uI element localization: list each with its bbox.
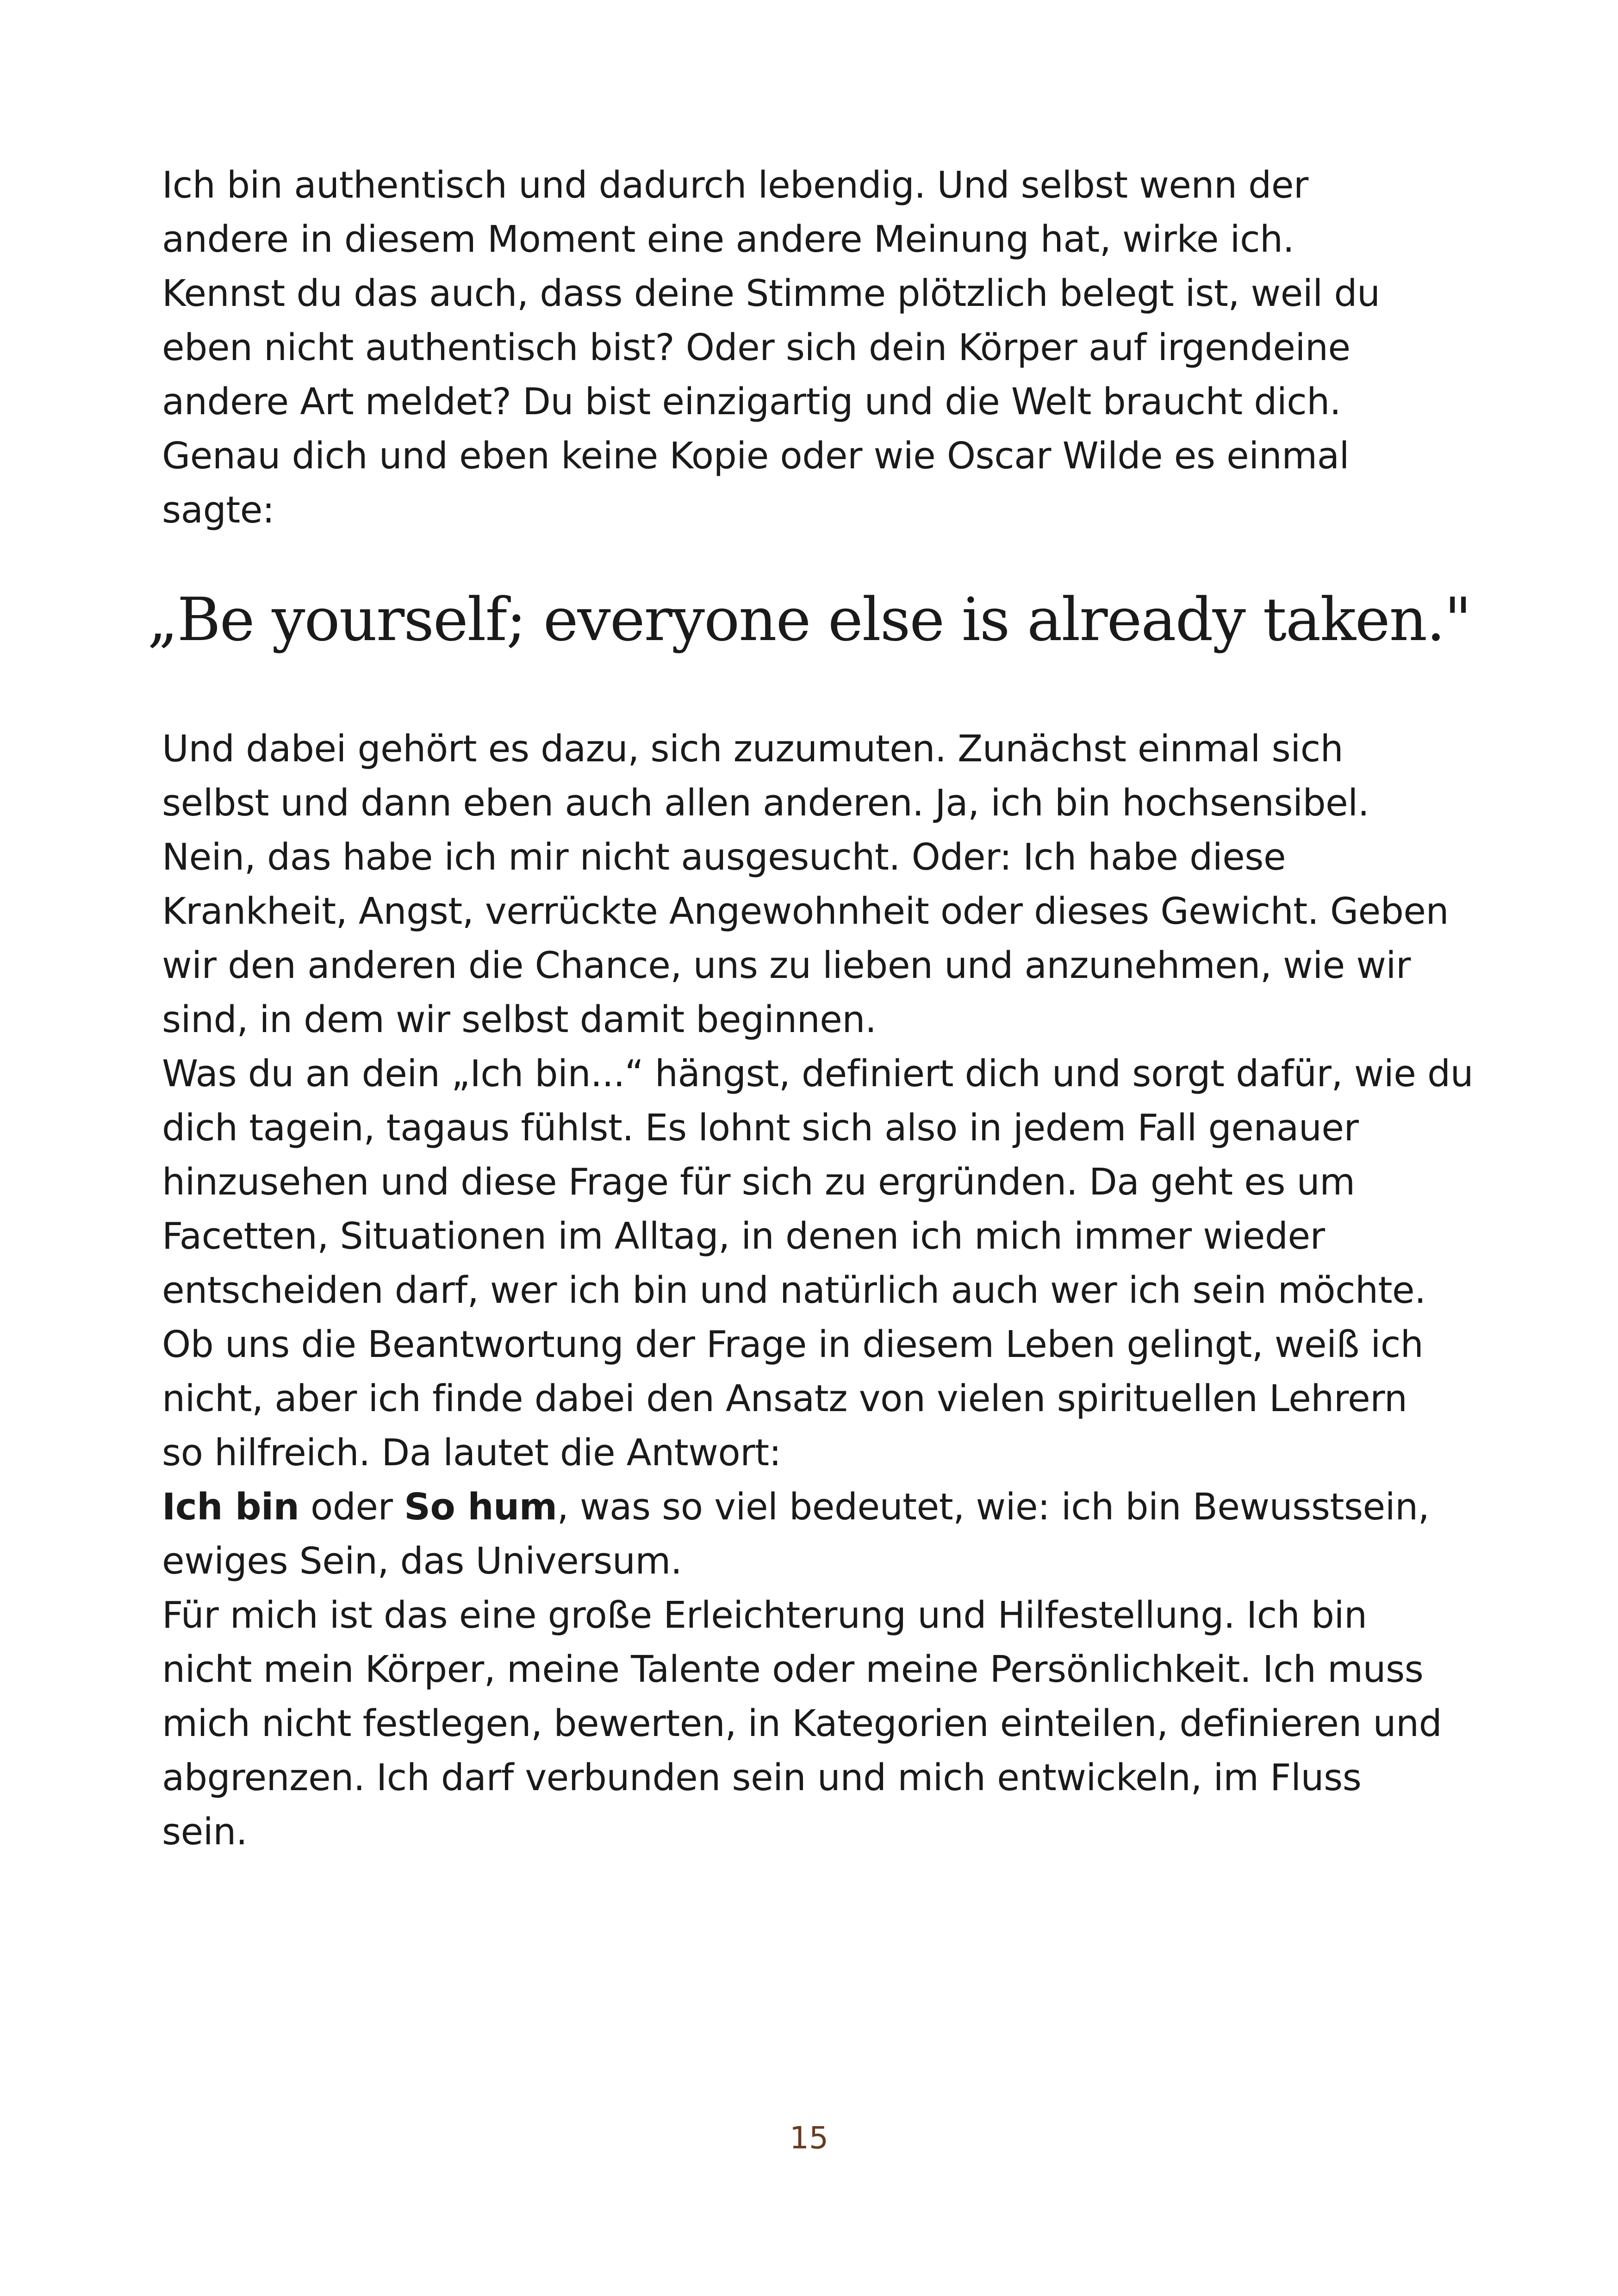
pull-quote: „Be yourself; everyone else is already taken." — [147, 585, 1471, 654]
text-run: , was so viel bedeutet, wie: ich bin Bewusstsein, — [557, 1486, 1430, 1528]
text-run: oder — [299, 1486, 404, 1528]
text-line: entscheiden darf, wer ich bin und natürlich auch wer ich sein möchte. — [162, 1269, 1426, 1312]
text-line: eben nicht authentisch bist? Oder sich dein Körper auf irgendeine — [162, 326, 1350, 369]
bold-term: Ich bin — [162, 1486, 299, 1528]
text-line: Und dabei gehört es dazu, sich zuzumuten. Zunächst einmal sich — [162, 728, 1344, 770]
page-number: 15 — [790, 2120, 828, 2156]
text-line: andere in diesem Moment eine andere Meinung hat, wirke ich. — [162, 218, 1294, 261]
text-line: dich tagein, tagaus fühlst. Es lohnt sich also in jedem Fall genauer — [162, 1107, 1359, 1149]
text-line: Für mich ist das eine große Erleichterung und Hilfestellung. Ich bin — [162, 1594, 1367, 1636]
paragraph-main — [162, 722, 1474, 1859]
text-line: Ob uns die Beantwortung der Frage in diesem Leben gelingt, weiß ich — [162, 1323, 1424, 1366]
text-line: sind, in dem wir selbst damit beginnen. — [162, 998, 877, 1041]
text-line: hinzusehen und diese Frage für sich zu ergründen. Da geht es um — [162, 1161, 1355, 1203]
text-line: andere Art meldet? Du bist einzigartig und die Welt braucht dich. — [162, 380, 1341, 423]
text-line: wir den anderen die Chance, uns zu lieben und anzunehmen, wie wir — [162, 944, 1411, 987]
text-line: abgrenzen. Ich darf verbunden sein und mich entwickeln, im Fluss — [162, 1756, 1362, 1799]
text-line: ewiges Sein, das Universum. — [162, 1540, 682, 1582]
text-line: Kennst du das auch, dass deine Stimme plötzlich belegt ist, weil du — [162, 272, 1380, 315]
text-line: Krankheit, Angst, verrückte Angewohnheit oder dieses Gewicht. Geben — [162, 890, 1449, 933]
bold-term-line — [162, 1480, 1467, 1534]
text-line: so hilfreich. Da lautet die Antwort: — [162, 1431, 781, 1474]
text-line: Was du an dein „Ich bin...“ hängst, definiert dich und sorgt dafür, wie du — [162, 1052, 1474, 1095]
text-line: selbst und dann eben auch allen anderen. Ja, ich bin hochsensibel. — [162, 782, 1369, 824]
paragraph-intro — [162, 158, 1467, 537]
text-line: Genau dich und eben keine Kopie oder wie Oscar Wilde es einmal — [162, 435, 1350, 477]
text-line: nicht, aber ich finde dabei den Ansatz von vielen spirituellen Lehrern — [162, 1377, 1407, 1420]
text-line: Nein, das habe ich mir nicht ausgesucht. Oder: Ich habe diese — [162, 836, 1286, 878]
text-line: Ich bin authentisch und dadurch lebendig. Und selbst wenn der — [162, 164, 1308, 206]
text-line: Facetten, Situationen im Alltag, in denen ich mich immer wieder — [162, 1215, 1325, 1257]
text-line: nicht mein Körper, meine Talente oder meine Persönlichkeit. Ich muss — [162, 1648, 1424, 1691]
text-line: sagte: — [162, 489, 274, 531]
text-line: mich nicht festlegen, bewerten, in Kategorien einteilen, definieren und — [162, 1702, 1442, 1745]
bold-term: So hum — [404, 1486, 557, 1528]
text-line: sein. — [162, 1811, 248, 1853]
